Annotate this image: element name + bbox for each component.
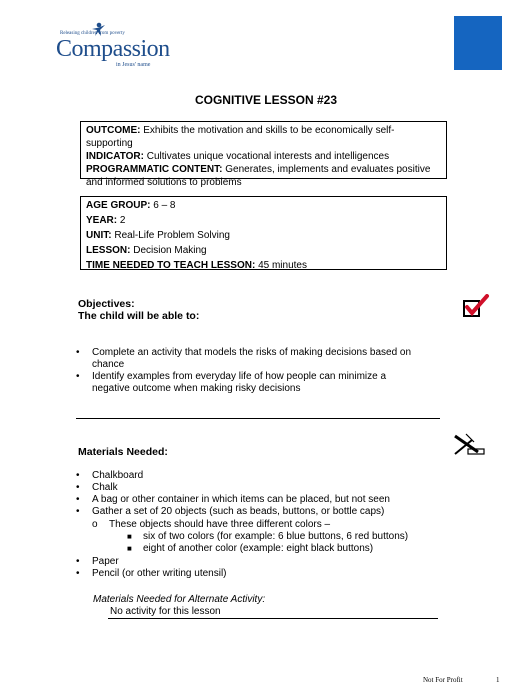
- logo-subtitle: in Jesus' name: [116, 62, 151, 68]
- unit-label: UNIT:: [86, 230, 112, 241]
- pencil-tools-icon: [452, 432, 488, 458]
- list-item: • Chalk: [74, 482, 464, 494]
- logo-tagline: Releasing children from poverty: [60, 31, 125, 36]
- alternate-materials-heading: Materials Needed for Alternate Activity:: [93, 594, 266, 605]
- list-item: • Paper: [74, 556, 464, 568]
- sub-sub-list-item: eight of another color (example: eight black buttons): [143, 543, 374, 554]
- list-item: • A bag or other container in which items can be placed, but not seen: [74, 494, 464, 506]
- list-item: • Pencil (or other writing utensil): [74, 568, 464, 580]
- lesson-label: LESSON:: [86, 245, 131, 256]
- objectives-heading: Objectives:: [78, 298, 135, 310]
- lesson-info-box: [80, 196, 447, 270]
- programmatic-label: PROGRAMMATIC CONTENT:: [86, 164, 223, 175]
- list-item: • Identify examples from everyday life of how people can minimize a negative outcome when making risky decisions: [74, 371, 454, 395]
- programmatic-text-1: Generates, implements and evaluates positive: [225, 164, 431, 175]
- materials-heading: Materials Needed:: [78, 446, 168, 458]
- indicator-label: INDICATOR:: [86, 151, 144, 162]
- materials-list-continued: [74, 556, 464, 580]
- objectives-list: [74, 347, 454, 395]
- lesson-value: Decision Making: [133, 245, 207, 256]
- indicator-text: Cultivates unique vocational interests and intelligences: [146, 151, 390, 162]
- list-item: • Complete an activity that models the risks of making decisions based on chance: [74, 347, 454, 371]
- age-value: 6 – 8: [153, 200, 176, 211]
- objectives-subheading: The child will be able to:: [78, 310, 200, 322]
- list-item: • Gather a set of 20 objects (such as beads, buttons, or bottle caps): [74, 506, 464, 518]
- footer-label: Not For Profit: [423, 676, 463, 684]
- sub-list-item: These objects should have three different colors –: [109, 519, 331, 530]
- square-bullet: ■: [127, 544, 132, 553]
- sub-item-marker: o: [92, 519, 98, 530]
- year-label: YEAR:: [86, 215, 118, 226]
- time-label: TIME NEEDED TO TEACH LESSON:: [86, 260, 256, 271]
- year-value: 2: [119, 215, 126, 226]
- page-number: 1: [496, 676, 500, 684]
- alternate-materials-text: No activity for this lesson: [110, 606, 221, 617]
- corner-blue-block: [454, 16, 502, 70]
- outcome-text: Exhibits the motivation and skills to be economically self-supporting: [86, 125, 395, 149]
- programmatic-text-2: and informed solutions to problems: [86, 177, 242, 188]
- checkbox-icon: [462, 294, 490, 318]
- logo-name: Compassion: [56, 36, 170, 62]
- outcome-box: [80, 121, 447, 188]
- age-label: AGE GROUP:: [86, 200, 151, 211]
- alternate-underline: [108, 618, 438, 619]
- outcome-label: OUTCOME:: [86, 125, 141, 136]
- section-divider: [76, 418, 440, 419]
- list-item: • Chalkboard: [74, 470, 464, 482]
- square-bullet: ■: [127, 532, 132, 541]
- time-value: 45 minutes: [258, 260, 307, 271]
- materials-list: [74, 470, 464, 518]
- compassion-logo: [50, 22, 170, 72]
- sub-sub-list-item: six of two colors (for example: 6 blue buttons, 6 red buttons): [143, 531, 409, 542]
- unit-value: Real-Life Problem Solving: [114, 230, 230, 241]
- page-title: COGNITIVE LESSON #23: [194, 93, 338, 107]
